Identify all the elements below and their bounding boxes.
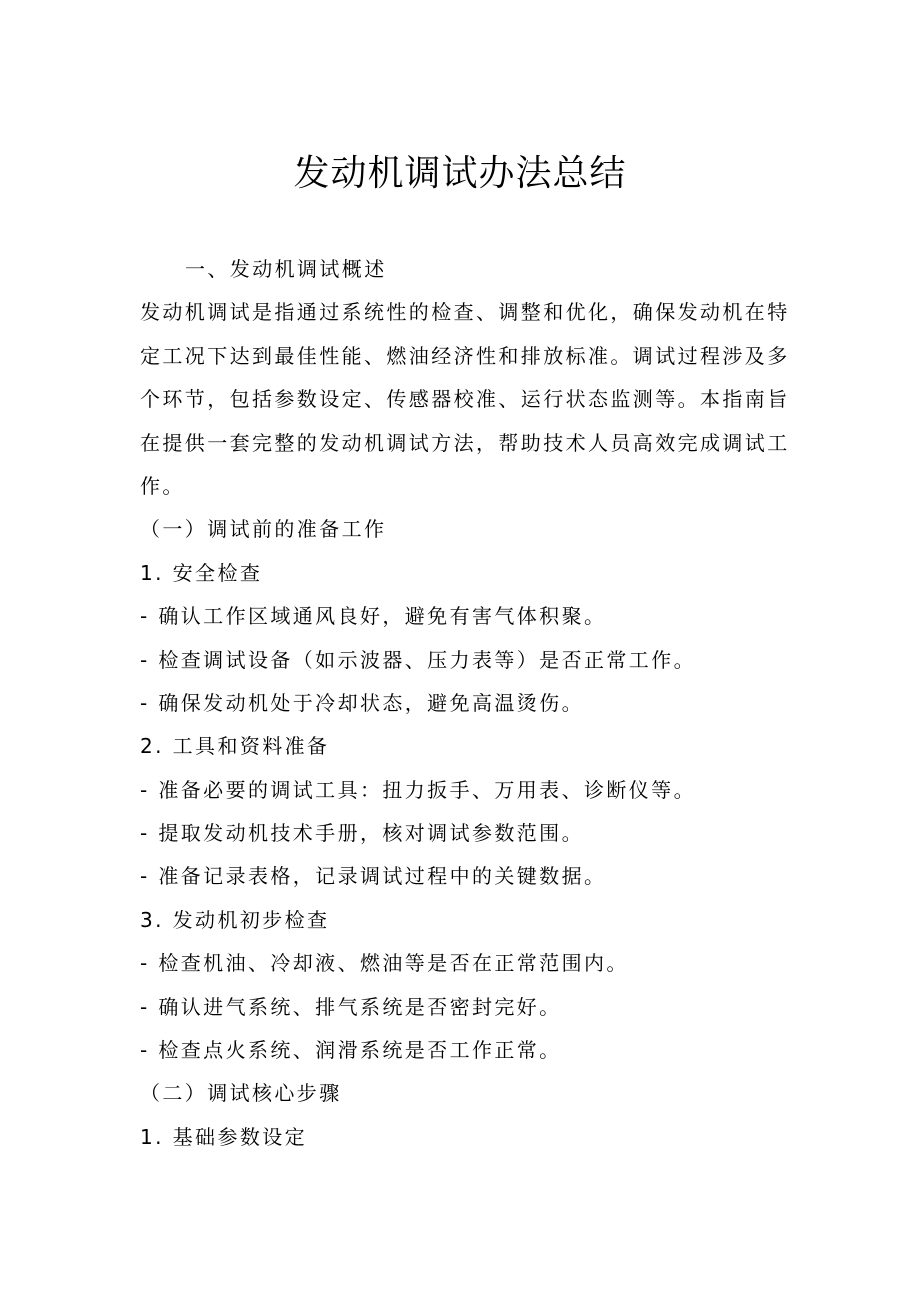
paragraph-line: 在提供一套完整的发动机调试方法，帮助技术人员高效完成调试工	[140, 430, 790, 455]
document-body	[140, 248, 790, 1159]
bullet-item: - 确保发动机处于冷却状态，避免高温烫伤。	[140, 690, 584, 715]
section-heading: 一、发动机调试概述	[185, 257, 387, 281]
paragraph-line: 个环节，包括参数设定、传感器校准、运行状态监测等。本指南旨	[140, 387, 790, 412]
bullet-item: - 确认工作区域通风良好，避免有害气体积聚。	[140, 604, 607, 629]
document-title: 发动机调试办法总结	[293, 153, 627, 194]
subsection-heading: （一）调试前的准备工作	[140, 517, 387, 542]
paragraph-line: 发动机调试是指通过系统性的检查、调整和优化，确保发动机在特	[140, 300, 790, 325]
bullet-item: - 确认进气系统、排气系统是否密封完好。	[140, 994, 562, 1019]
numbered-item: 1. 基础参数设定	[140, 1124, 308, 1149]
paragraph-line: 作。	[140, 473, 185, 498]
numbered-item: 3. 发动机初步检查	[140, 907, 330, 932]
bullet-item: - 提取发动机技术手册，核对调试参数范围。	[140, 821, 584, 846]
paragraph-line: 定工况下达到最佳性能、燃油经济性和排放标准。调试过程涉及多	[140, 343, 790, 368]
numbered-item: 2. 工具和资料准备	[140, 734, 330, 759]
bullet-item: - 检查调试设备（如示波器、压力表等）是否正常工作。	[140, 647, 696, 672]
subsection-heading: （二）调试核心步骤	[140, 1081, 342, 1106]
bullet-item: - 检查机油、冷却液、燃油等是否在正常范围内。	[140, 951, 629, 976]
bullet-item: - 准备记录表格，记录调试过程中的关键数据。	[140, 864, 607, 889]
bullet-item: - 检查点火系统、润滑系统是否工作正常。	[140, 1038, 562, 1063]
bullet-item: - 准备必要的调试工具：扭力扳手、万用表、诊断仪等。	[140, 777, 696, 802]
numbered-item: 1. 安全检查	[140, 560, 263, 585]
